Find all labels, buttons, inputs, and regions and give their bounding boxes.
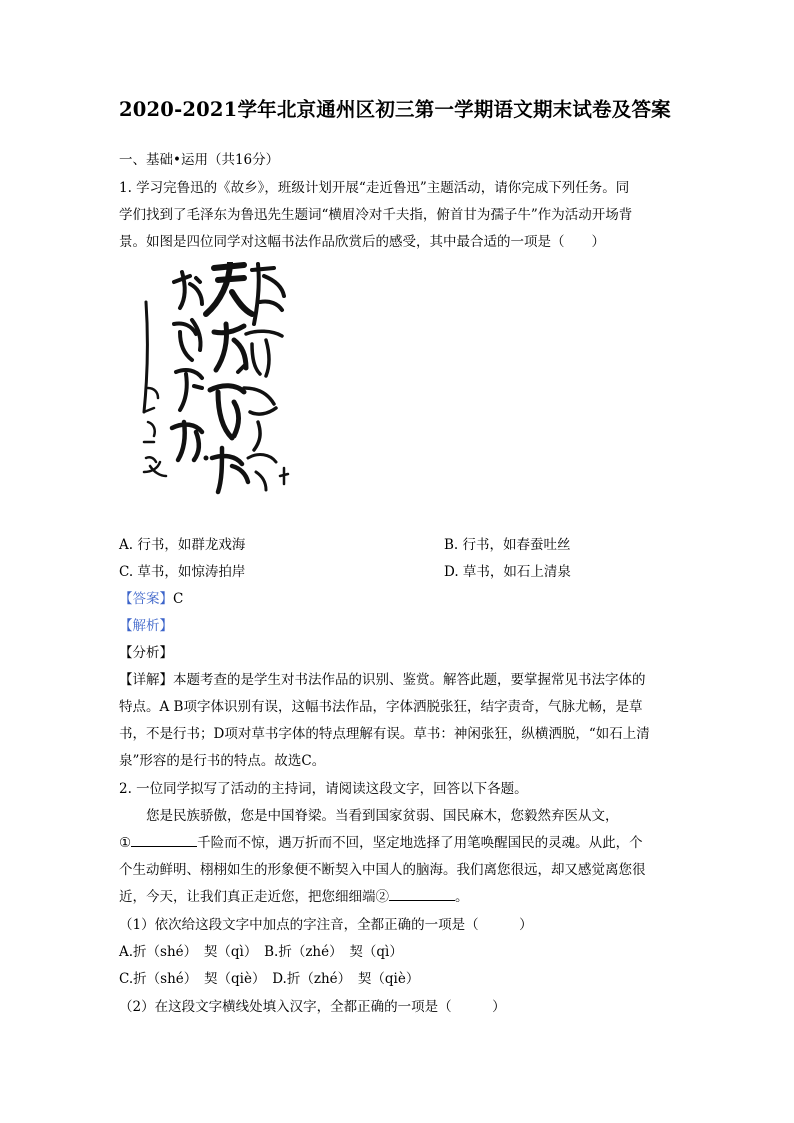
subquestion-1-options-ab: A.折（shé） 契（qì） B.折（zhé） 契（qì）: [119, 944, 403, 960]
q2-paragraph-line-1: 您是民族骄傲，您是中国脊梁。当看到国家贫弱、国民麻木，您毅然弃医从文，: [146, 808, 619, 824]
q1-text-line-3: 景。如图是四位同学对这幅书法作品欣赏后的感受，其中最合适的一项是（ ）: [119, 234, 605, 250]
detail-line-2: 特点。A B项字体识别有误，这幅书法作品，字体洒脱张狂，结字责奇，气脉尤畅，是草: [119, 699, 643, 715]
answer-line: [119, 586, 183, 612]
q2-paragraph-line-4: [119, 884, 469, 910]
calligraphy-image: [134, 262, 290, 500]
answer-tag: 【答案】: [119, 591, 173, 607]
detail-tag: 【详解】: [119, 672, 173, 688]
q2-paragraph-line-3: 个生动鲜明、栩栩如生的形象便不断契入中国人的脑海。我们离您很远，却又感觉离您很: [119, 862, 646, 878]
analysis-tag: 【解析】: [119, 618, 173, 634]
blank-2: [389, 886, 455, 901]
q2-text-line-1: 2. 一位同学拟写了活动的主持词，请阅读这段文字，回答以下各题。: [119, 781, 528, 797]
q2-paragraph-line-2: [119, 830, 643, 856]
subquestion-1: （1）依次给这段文字中加点的字注音，全都正确的一项是（ ）: [119, 917, 533, 933]
detail-line-3: 书，不是行书；D项对草书字体的特点理解有误。草书：神闲张狂，纵横洒脱，“如石上清: [119, 726, 650, 742]
option-a: A. 行书，如群龙戏海: [119, 537, 246, 553]
q2-paragraph-period: 。: [455, 889, 469, 905]
fenxi-tag: 【分析】: [119, 645, 173, 661]
option-d: D. 草书，如石上清泉: [444, 564, 571, 580]
q2-paragraph-line-4-text: 近，今天，让我们真正走近您，把您细细端②: [119, 889, 389, 905]
q2-paragraph-line-2-text: 千险而不惊，遇万折而不回，坚定地选择了用笔唤醒国民的灵魂。从此，个: [197, 835, 643, 851]
subquestion-1-options-cd: C.折（shé） 契（qiè） D.折（zhé） 契（qiè）: [119, 971, 420, 987]
option-b: B. 行书，如春蚕吐丝: [444, 537, 571, 553]
detail-text-1: 本题考查的是学生对书法作品的识别、鉴赏。解答此题，要掌握常见书法字体的: [173, 672, 646, 688]
section-heading: 一、基础•运用（共16分）: [119, 152, 280, 168]
q1-text-line-1: 1. 学习完鲁迅的《故乡》，班级计划开展“走近鲁迅”主题活动，请你完成下列任务。同: [119, 180, 630, 196]
page-title: 2020-2021学年北京通州区初三第一学期语文期末试卷及答案: [119, 98, 671, 121]
blank-marker-1: ①: [119, 835, 132, 851]
option-c: C. 草书，如惊涛拍岸: [119, 564, 246, 580]
blank-1: [131, 832, 197, 847]
q1-text-line-2: 学们找到了毛泽东为鲁迅先生题词“横眉冷对千夫指，俯首甘为孺子牛”作为活动开场背: [119, 207, 633, 223]
subquestion-2: （2）在这段文字横线处填入汉字，全都正确的一项是（ ）: [119, 999, 506, 1015]
answer-value: C: [173, 591, 184, 607]
detail-line-1: [119, 667, 646, 693]
detail-line-4: 泉”形容的是行书的特点。故选C。: [119, 753, 326, 769]
